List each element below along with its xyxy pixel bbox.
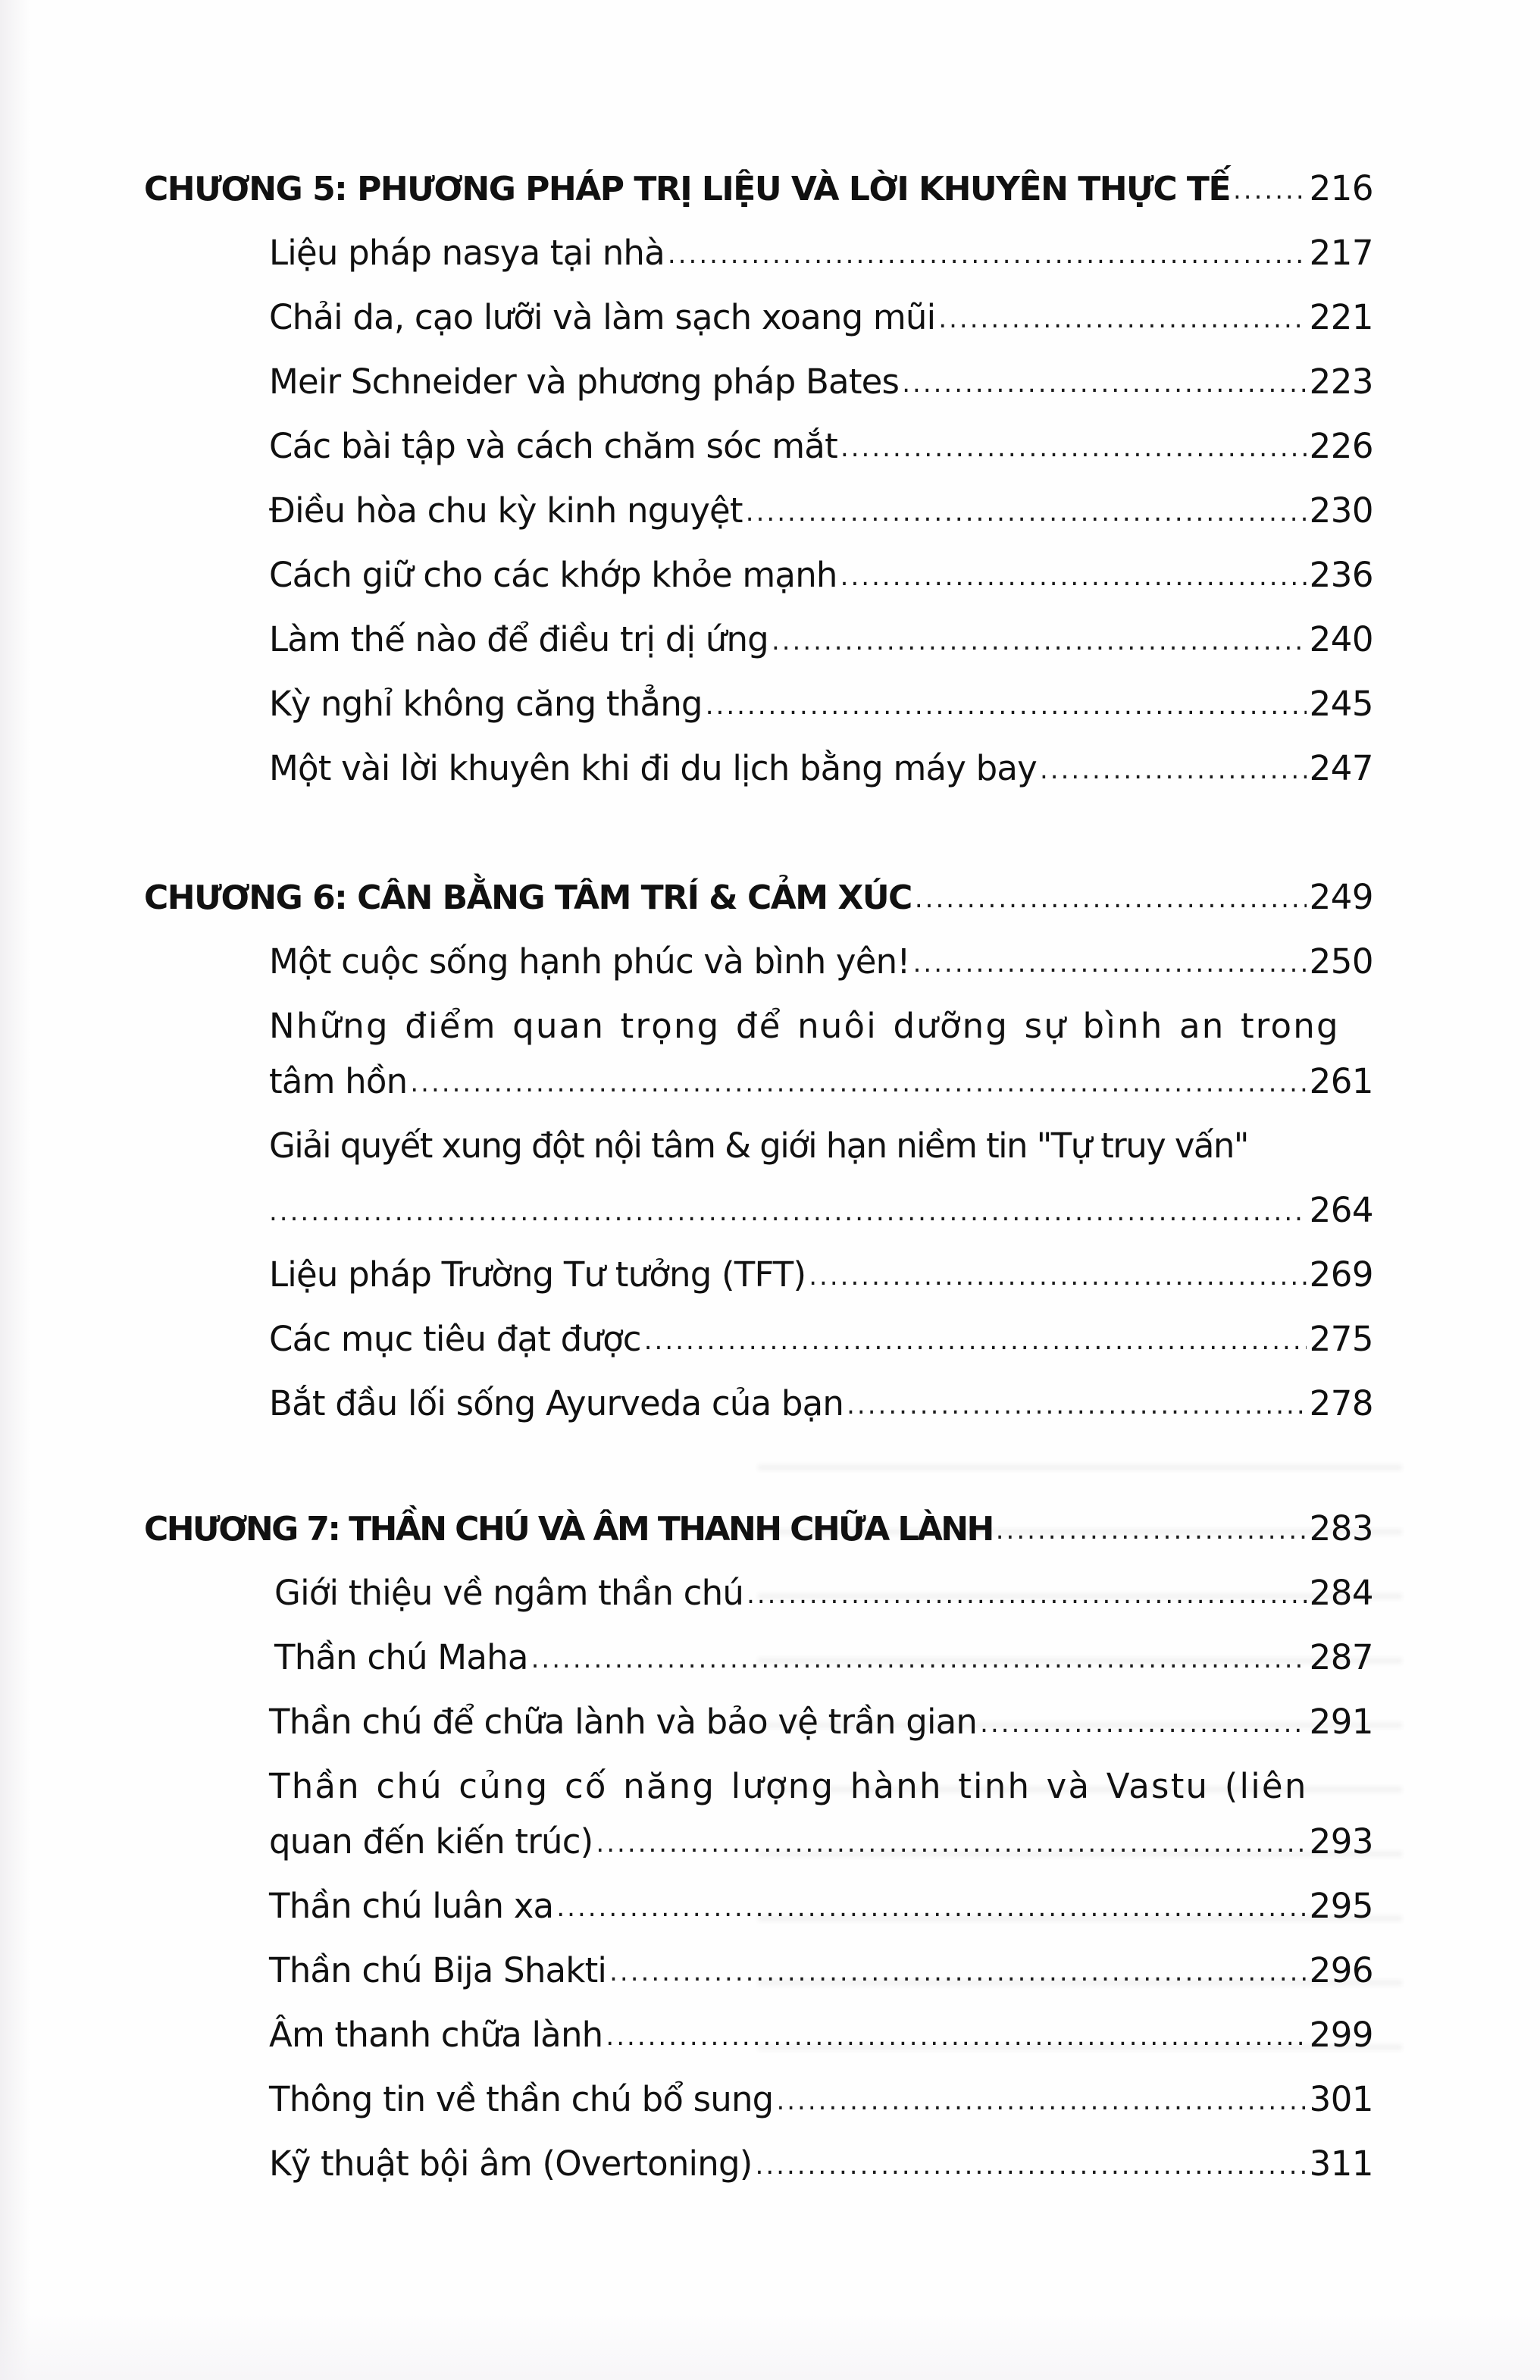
entry-title: Các bài tập và cách chăm sóc mắt — [269, 426, 837, 466]
dot-leader — [596, 1828, 1306, 1859]
chapter-title: CHƯƠNG 7: THẦN CHÚ VÀ ÂM THANH CHỮA LÀNH — [144, 1510, 993, 1549]
toc-entry[interactable] — [269, 555, 1373, 608]
dot-leader — [269, 1197, 1307, 1227]
dot-leader — [776, 2086, 1306, 2116]
dot-leader — [606, 2021, 1306, 2052]
entry-title: Các mục tiêu đạt được — [269, 1319, 641, 1359]
toc-entry[interactable] — [269, 490, 1373, 543]
page-number: 223 — [1309, 362, 1373, 402]
toc-entry[interactable] — [269, 748, 1373, 801]
page-number: 247 — [1309, 748, 1373, 788]
dot-leader — [1040, 755, 1307, 785]
toc-entry-line-2[interactable] — [269, 1821, 1373, 1874]
toc-entry[interactable] — [269, 2015, 1373, 2068]
toc-entry-line-2[interactable] — [269, 1061, 1373, 1114]
page-number: 295 — [1309, 1886, 1373, 1926]
dot-leader — [840, 562, 1307, 592]
chapter-heading[interactable] — [144, 877, 1373, 930]
toc-entry[interactable] — [269, 1383, 1373, 1436]
toc-entry[interactable] — [269, 684, 1373, 737]
dot-leader — [840, 433, 1307, 463]
entry-title: Làm thế nào để điều trị dị ứng — [269, 619, 768, 659]
page-number: 226 — [1309, 426, 1373, 466]
entry-title: Kỹ thuật bội âm (Overtoning) — [269, 2144, 753, 2184]
toc-entry[interactable] — [269, 1950, 1373, 2003]
entry-title: Chải da, cạo lưỡi và làm sạch xoang mũi — [269, 297, 936, 337]
page-number: 301 — [1309, 2079, 1373, 2119]
entry-title: Một vài lời khuyên khi đi du lịch bằng máy bay — [269, 748, 1037, 788]
page-number: 250 — [1309, 941, 1373, 982]
page-number: 269 — [1309, 1254, 1373, 1295]
toc-entry[interactable] — [269, 941, 1373, 994]
toc-entry[interactable] — [269, 1702, 1373, 1755]
entry-title: Cách giữ cho các khớp khỏe mạnh — [269, 555, 837, 595]
page-number: 278 — [1309, 1383, 1373, 1423]
toc-entry-line-1[interactable] — [269, 1766, 1373, 1819]
toc-entry[interactable] — [269, 2079, 1373, 2132]
page-number: 275 — [1309, 1319, 1373, 1359]
entry-title: Bắt đầu lối sống Ayurveda của bạn — [269, 1383, 844, 1423]
page-number: 249 — [1309, 877, 1373, 917]
page-number: 284 — [1309, 1573, 1373, 1613]
toc-entry[interactable] — [269, 362, 1373, 415]
page-number: 217 — [1309, 233, 1373, 273]
page-number: 311 — [1309, 2144, 1373, 2184]
page-number: 216 — [1309, 168, 1373, 208]
toc-entry[interactable] — [269, 619, 1373, 672]
toc-entry[interactable] — [269, 1319, 1373, 1372]
dot-leader — [556, 1893, 1306, 1923]
page-number: 293 — [1309, 1821, 1373, 1862]
toc-entry[interactable] — [274, 1637, 1373, 1690]
page-number: 299 — [1309, 2015, 1373, 2055]
chapter-heading[interactable] — [144, 1508, 1373, 1561]
page-number: 240 — [1309, 619, 1373, 659]
dot-leader — [913, 948, 1307, 979]
dot-leader — [609, 1957, 1306, 1987]
chapter-title: CHƯƠNG 5: PHƯƠNG PHÁP TRỊ LIỆU VÀ LỜI KHUYÊN THỰC TẾ — [144, 170, 1230, 208]
entry-title: Meir Schneider và phương pháp Bates — [269, 362, 900, 402]
toc-entry[interactable] — [269, 233, 1373, 286]
dot-leader — [809, 1261, 1306, 1292]
entry-title: Kỳ nghỉ không căng thẳng — [269, 684, 703, 724]
dot-leader — [746, 497, 1307, 528]
entry-title: Thần chú luân xa — [269, 1886, 554, 1926]
entry-title: Điều hòa chu kỳ kinh nguyệt — [269, 490, 743, 531]
entry-title: Liệu pháp nasya tại nhà — [269, 233, 665, 273]
page-number: 291 — [1309, 1702, 1373, 1742]
dot-leader — [410, 1068, 1306, 1098]
entry-title-continued: quan đến kiến trúc) — [269, 1821, 593, 1862]
toc-entry[interactable] — [269, 2144, 1373, 2197]
page-edge-shadow — [0, 0, 30, 2380]
dot-leader — [1233, 175, 1307, 205]
entry-title: Thần chú để chữa lành và bảo vệ trần gian — [269, 1702, 978, 1742]
chapter-heading[interactable] — [144, 168, 1373, 221]
dot-leader — [996, 1515, 1307, 1545]
chapter-title: CHƯƠNG 6: CÂN BẰNG TÂM TRÍ & CẢM XÚC — [144, 878, 912, 917]
entry-title: Âm thanh chữa lành — [269, 2015, 603, 2055]
toc-entry[interactable] — [269, 1886, 1373, 1939]
dot-leader — [915, 884, 1307, 914]
toc-entry[interactable] — [269, 1254, 1373, 1307]
toc-entry-line-1[interactable] — [269, 1126, 1373, 1179]
entry-title: Thần chú Bija Shakti — [269, 1950, 607, 1990]
page-number: 245 — [1309, 684, 1373, 724]
entry-title: Những điểm quan trọng để nuôi dưỡng sự bình an trong — [269, 1006, 1340, 1046]
toc-entry-line-2[interactable] — [269, 1190, 1373, 1243]
dot-leader — [747, 1580, 1307, 1610]
entry-title: Giải quyết xung đột nội tâm & giới hạn niềm tin "Tự truy vấn" — [269, 1126, 1248, 1166]
dot-leader — [902, 368, 1306, 399]
dot-leader — [644, 1326, 1307, 1356]
page-number: 283 — [1309, 1508, 1373, 1549]
entry-title: Một cuộc sống hạnh phúc và bình yên! — [269, 941, 910, 982]
page-bottom-shadow — [0, 2312, 1540, 2380]
entry-title: Liệu pháp Trường Tư tưởng (TFT) — [269, 1254, 806, 1295]
entry-title: Giới thiệu về ngâm thần chú — [274, 1573, 744, 1613]
entry-title: Thần chú Maha — [274, 1637, 528, 1677]
page-number: 221 — [1309, 297, 1373, 337]
page-number: 261 — [1309, 1061, 1373, 1101]
dot-leader — [980, 1708, 1306, 1739]
page-number: 230 — [1309, 490, 1373, 531]
dot-leader — [706, 691, 1307, 721]
dot-leader — [938, 304, 1306, 334]
dot-leader — [756, 2150, 1307, 2181]
page-number: 264 — [1309, 1190, 1373, 1230]
toc-entry[interactable] — [269, 297, 1373, 350]
dot-leader — [531, 1644, 1307, 1674]
toc-entry-line-1[interactable] — [269, 1006, 1373, 1059]
page-number: 236 — [1309, 555, 1373, 595]
entry-title: Thông tin về thần chú bổ sung — [269, 2079, 774, 2119]
toc-entry[interactable] — [274, 1573, 1373, 1626]
dot-leader — [772, 626, 1307, 656]
page-number: 296 — [1309, 1950, 1373, 1990]
dot-leader — [668, 240, 1307, 270]
toc-entry[interactable] — [269, 426, 1373, 479]
entry-title: Thần chú củng cố năng lượng hành tinh và Vastu (liên — [269, 1766, 1308, 1806]
entry-title-continued: tâm hồn — [269, 1061, 408, 1101]
page-number: 287 — [1309, 1637, 1373, 1677]
dot-leader — [847, 1390, 1306, 1420]
